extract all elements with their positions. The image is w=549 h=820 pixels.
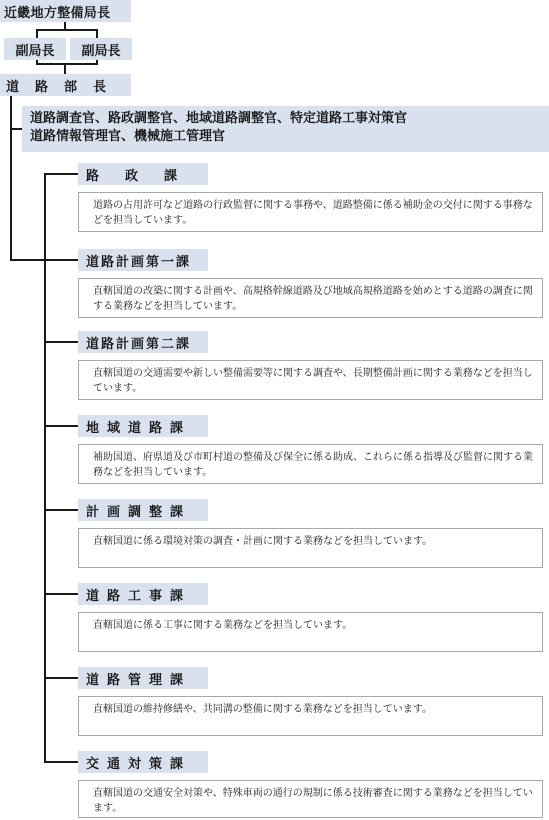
connector-deputies-bar-lower <box>36 63 98 65</box>
deputy-director-box-1: 副局長 <box>4 38 66 60</box>
connector-section-1 <box>44 173 78 175</box>
section-description-7: 直轄国道の維持修繕や、共同溝の整備に関する業務などを担当しています。 <box>78 696 543 736</box>
section-description-1: 道路の占用許可など道路の行政監督に関する事務や、道路整備に係る補助金の交付に関する事務などを担当しています。 <box>78 192 543 232</box>
connector-department-to-sections <box>10 259 46 261</box>
connector-department-trunk <box>10 96 12 260</box>
connector-section-3 <box>44 341 78 343</box>
section-title-7: 道路管理課 <box>78 667 208 689</box>
section-title-1: 路政課 <box>78 163 208 185</box>
connector-deputy-2-lower <box>96 60 98 64</box>
connector-deputy-1-lower <box>36 60 38 64</box>
section-title-3: 道路計画第二課 <box>78 331 208 353</box>
section-description-5: 直轄国道に係る環境対策の調査・計画に関する業務などを担当しています。 <box>78 528 543 568</box>
connector-deputy-2 <box>96 29 98 38</box>
officers-line-2: 道路情報管理官、機械施工管理官 <box>30 129 226 144</box>
section-description-4: 補助国道、府県道及び市町村道の整備及び保全に係る助成、これらに係る指導及び監督に関する業務などを担当しています。 <box>78 444 543 484</box>
section-description-2: 直轄国道の改築に関する計画や、高規格幹線道路及び地域高規格道路を始めとする道路の調査に関する業務などを担当しています。 <box>78 278 543 318</box>
connector-section-6 <box>44 593 78 595</box>
connector-deputy-1 <box>36 29 38 38</box>
regional-director-box: 近畿地方整備局長 <box>0 0 131 22</box>
connector-section-5 <box>44 509 78 511</box>
section-description-6: 直轄国道に係る工事に関する業務などを担当しています。 <box>78 612 543 652</box>
deputy-director-box-2: 副局長 <box>70 38 132 60</box>
connector-officers <box>10 128 22 130</box>
connector-sections-trunk <box>44 173 46 763</box>
section-description-8: 直轄国道の交通安全対策や、特殊車両の通行の規制に係る技術審査に関する業務などを担当しています。 <box>78 780 543 818</box>
section-title-4: 地域道路課 <box>78 415 208 437</box>
section-title-5: 計画調整課 <box>78 499 208 521</box>
connector-section-8 <box>44 761 78 763</box>
road-department-head-box: 道路部長 <box>0 74 131 96</box>
connector-section-2 <box>44 259 78 261</box>
section-title-2: 道路計画第一課 <box>78 249 208 271</box>
connector-deputies-bar <box>36 29 98 31</box>
section-title-8: 交通対策課 <box>78 751 208 773</box>
connector-section-7 <box>44 677 78 679</box>
connector-to-department <box>64 63 66 74</box>
officers-box <box>22 106 549 152</box>
section-description-3: 直轄国道の交通需要や新しい整備需要等に関する調査や、長期整備計画に関する業務などを担当しています。 <box>78 360 543 400</box>
officers-line-1: 道路調査官、路政調整官、地域道路調整官、特定道路工事対策官 <box>30 111 408 126</box>
section-title-6: 道路工事課 <box>78 583 208 605</box>
connector-section-4 <box>44 425 78 427</box>
